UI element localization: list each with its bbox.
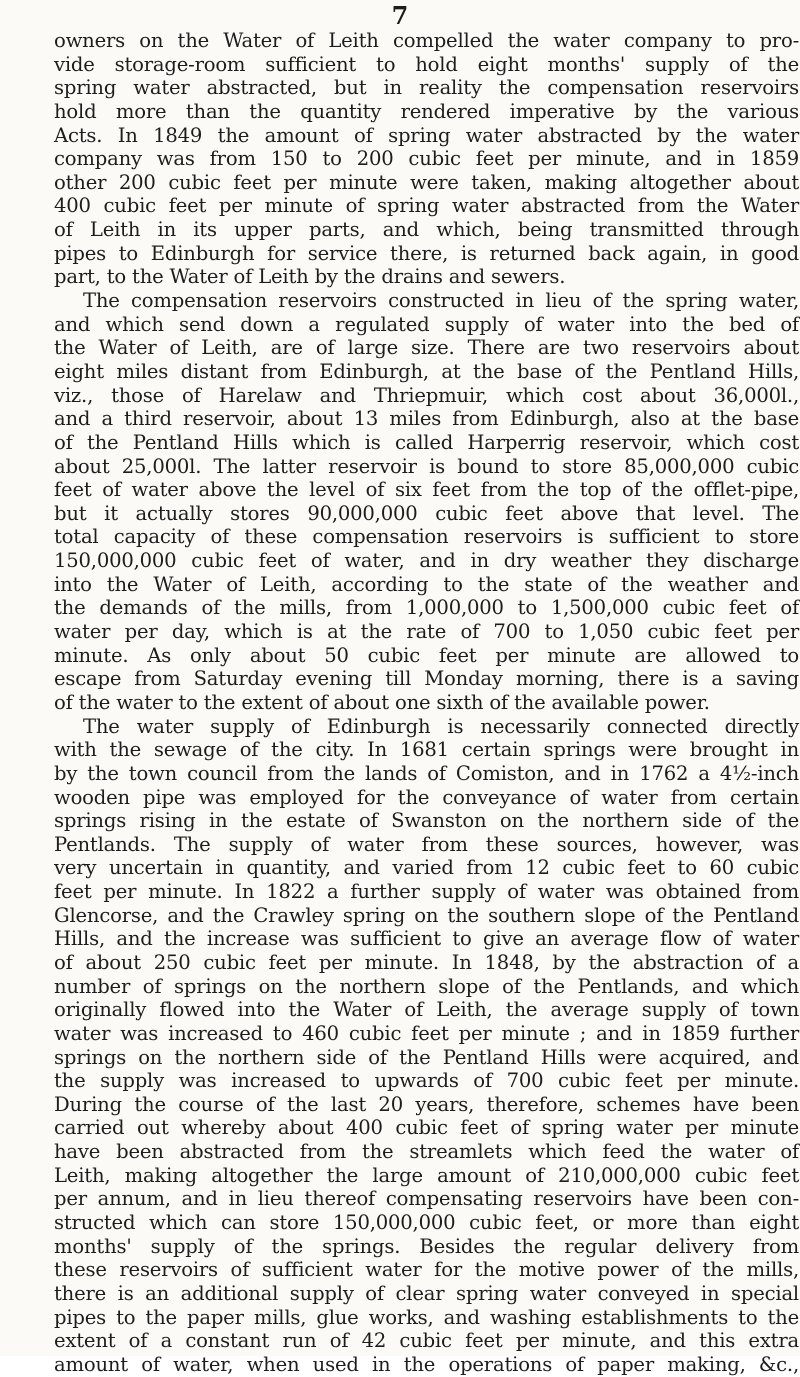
text-line: Glencorse, and the Crawley spring on the southern slope of the Pentland [54, 903, 799, 927]
text-line: 150,000,000 cubic feet of water, and in dry weather they discharge [54, 549, 799, 573]
text-line: by the town council from the lands of Comiston, and in 1762 a 4½-inch [54, 761, 799, 785]
text-line: Leith, making altogether the large amount of 210,000,000 cubic feet [54, 1163, 799, 1187]
text-line: and a third reservoir, about 13 miles from Edinburgh, also at the base [54, 407, 799, 431]
text-line: Acts. In 1849 the amount of spring water abstracted by the water [54, 123, 799, 147]
text-line: springs rising in the estate of Swanston on the northern side of the [54, 809, 799, 833]
text-line: originally flowed into the Water of Leith, the average supply of town [54, 998, 799, 1022]
text-line: into the Water of Leith, according to the state of the weather and [54, 572, 799, 596]
text-line: The compensation reservoirs constructed in lieu of the spring water, [83, 289, 799, 313]
text-line: but it actually stores 90,000,000 cubic feet above that level. The [54, 501, 799, 525]
text-line: During the course of the last 20 years, therefore, schemes have been [54, 1092, 799, 1116]
text-line: carried out whereby about 400 cubic feet of spring water per minute [54, 1116, 799, 1140]
text-line: months' supply of the springs. Besides the regular delivery from [54, 1234, 799, 1258]
text-line: have been abstracted from the streamlets which feed the water of [54, 1140, 799, 1164]
text-line: the Water of Leith, are of large size. There are two reservoirs about [54, 336, 799, 360]
text-line: feet per minute. In 1822 a further supply of water was obtained from [54, 880, 799, 904]
text-line: water per day, which is at the rate of 700 to 1,050 cubic feet per [54, 620, 799, 644]
text-line: of the Pentland Hills which is called Harperrig reservoir, which cost [54, 430, 799, 454]
text-line: owners on the Water of Leith compelled the water company to pro- [54, 29, 799, 52]
text-line: number of springs on the northern slope of the Pentlands, and which [54, 974, 799, 998]
text-line: vide storage-room sufficient to hold eight months' supply of the [54, 52, 799, 76]
text-line: and which send down a regulated supply of water into the bed of [54, 312, 799, 336]
text-line: The water supply of Edinburgh is necessarily connected directly [83, 714, 799, 738]
text-line: of about 250 cubic feet per minute. In 1848, by the abstraction of a [54, 950, 799, 974]
text-line: extent of a constant run of 42 cubic feet per minute, and this extra [54, 1329, 799, 1353]
text-line: there is an additional supply of clear spring water conveyed in special [54, 1281, 799, 1305]
text-line: hold more than the quantity rendered imperative by the various [54, 99, 799, 123]
text-line: these reservoirs of sufficient water for the motive power of the mills, [54, 1258, 799, 1282]
page-number: 7 [391, 1, 409, 30]
text-line: escape from Saturday evening till Monday morning, there is a saving [54, 667, 799, 691]
text-line: pipes to the paper mills, glue works, and washing establishments to the [54, 1305, 799, 1329]
body-text [54, 29, 799, 1377]
text-line: amount of water, when used in the operations of paper making, &c., [54, 1352, 799, 1376]
text-line: feet of water above the level of six feet from the top of the offlet-pipe, [54, 478, 799, 502]
text-line: Hills, and the increase was sufficient to give an average flow of water [54, 927, 799, 951]
text-line: water was increased to 460 cubic feet per minute ; and in 1859 further [54, 1021, 799, 1045]
text-line: of the water to the extent of about one sixth of the available power. [54, 690, 710, 714]
text-line: spring water abstracted, but in reality the compensation reservoirs [54, 76, 799, 100]
text-line: the demands of the mills, from 1,000,000 to 1,500,000 cubic feet of [54, 596, 799, 620]
text-line: total capacity of these compensation reservoirs is sufficient to store [54, 525, 799, 549]
text-line: springs on the northern side of the Pentland Hills were acquired, and [54, 1045, 799, 1069]
text-line: pipes to Edinburgh for service there, is returned back again, in good [54, 241, 799, 265]
text-line: viz., those of Harelaw and Thriepmuir, which cost about 36,000l., [54, 383, 799, 407]
text-line: eight miles distant from Edinburgh, at the base of the Pentland Hills, [54, 359, 799, 383]
text-line: with the sewage of the city. In 1681 certain springs were brought in [54, 738, 799, 762]
text-line: the supply was increased to upwards of 700 cubic feet per minute. [54, 1069, 799, 1093]
text-line: company was from 150 to 200 cubic feet per minute, and in 1859 [54, 147, 799, 171]
text-line: other 200 cubic feet per minute were taken, making altogether about [54, 170, 799, 194]
text-line: structed which can store 150,000,000 cubic feet, or more than eight [54, 1211, 799, 1235]
text-line: wooden pipe was employed for the conveyance of water from certain [54, 785, 799, 809]
text-line: part, to the Water of Leith by the drains and sewers. [54, 265, 566, 289]
text-line: 400 cubic feet per minute of spring water abstracted from the Water [54, 194, 799, 218]
text-line: very uncertain in quantity, and varied from 12 cubic feet to 60 cubic [54, 856, 799, 880]
text-line: Pentlands. The supply of water from these sources, however, was [54, 832, 799, 856]
text-line: of Leith in its upper parts, and which, being transmitted through [54, 218, 799, 242]
text-line: minute. As only about 50 cubic feet per minute are allowed to [54, 643, 799, 667]
text-line: about 25,000l. The latter reservoir is bound to store 85,000,000 cubic [54, 454, 799, 478]
text-line: per annum, and in lieu thereof compensating reservoirs have been con- [54, 1187, 799, 1211]
